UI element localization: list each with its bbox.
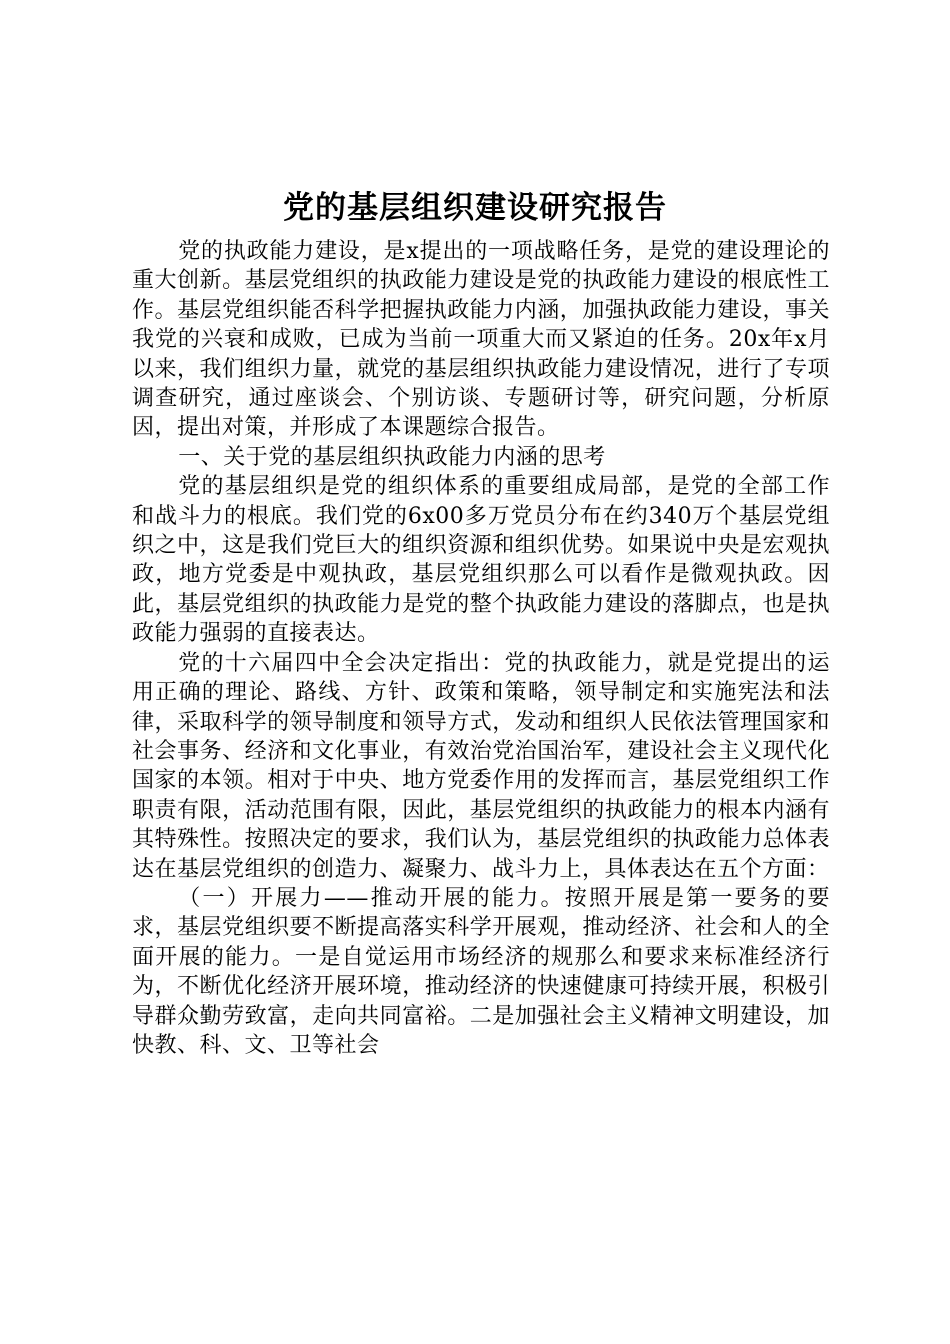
paragraph-development-capacity: （一）开展力——推动开展的能力。按照开展是第一要务的要求，基层党组织要不断提高落实科学开展观，推动经济、社会和人的全面开展的能力。一是自觉运用市场经济的规那么和要求来标准经济行为，不断优化经济开展环境，推动经济的快速健康可持续开展，积极引导群众勤劳致富，走向共同富裕。二是加强社会主义精神文明建设，加快教、科、文、卫等社会 [132, 885, 830, 1058]
section-heading-1: 一、关于党的基层组织执政能力内涵的思考 [178, 444, 606, 470]
paragraph-intro: 党的执政能力建设，是x提出的一项战略任务，是党的建设理论的重大创新。基层党组织的执政能力建设是党的执政能力建设的根底性工作。基层党组织能否科学把握执政能力内涵，加强执政能力建设，事关我党的兴衰和成败，已成为当前一项重大而又紧迫的任务。20x年x月以来，我们组织力量，就党的基层组织执政能力建设情况，进行了专项调查研究，通过座谈会、个别访谈、专题研讨等，研究问题，分析原因，提出对策，并形成了本课题综合报告。 [132, 239, 830, 441]
paragraph-grassroots-organization: 党的基层组织是党的组织体系的重要组成局部，是党的全部工作和战斗力的根底。我们党的6x00多万党员分布在约340万个基层党组织之中，这是我们党巨大的组织资源和组织优势。如果说中央是宏观执政，地方党委是中观执政，基层党组织那么可以看作是微观执政。因此，基层党组织的执政能力是党的整个执政能力建设的落脚点，也是执政能力强弱的直接表达。 [132, 474, 830, 647]
paragraph-fourth-plenum-decision: 党的十六届四中全会决定指出：党的执政能力，就是党提出的运用正确的理论、路线、方针、政策和策略，领导制定和实施宪法和法律，采取科学的领导制度和领导方式，发动和组织人民依法管理国家和社会事务、经济和文化事业，有效治党治国治军，建设社会主义现代化国家的本领。相对于中央、地方党委作用的发挥而言，基层党组织工作职责有限，活动范围有限，因此，基层党组织的执政能力的根本内涵有其特殊性。按照决定的要求，我们认为，基层党组织的执政能力总体表达在基层党组织的创造力、凝聚力、战斗力上，具体表达在五个方面： [132, 650, 830, 882]
document-title: 党的基层组织建设研究报告 [283, 190, 667, 226]
document-body [132, 237, 830, 1060]
